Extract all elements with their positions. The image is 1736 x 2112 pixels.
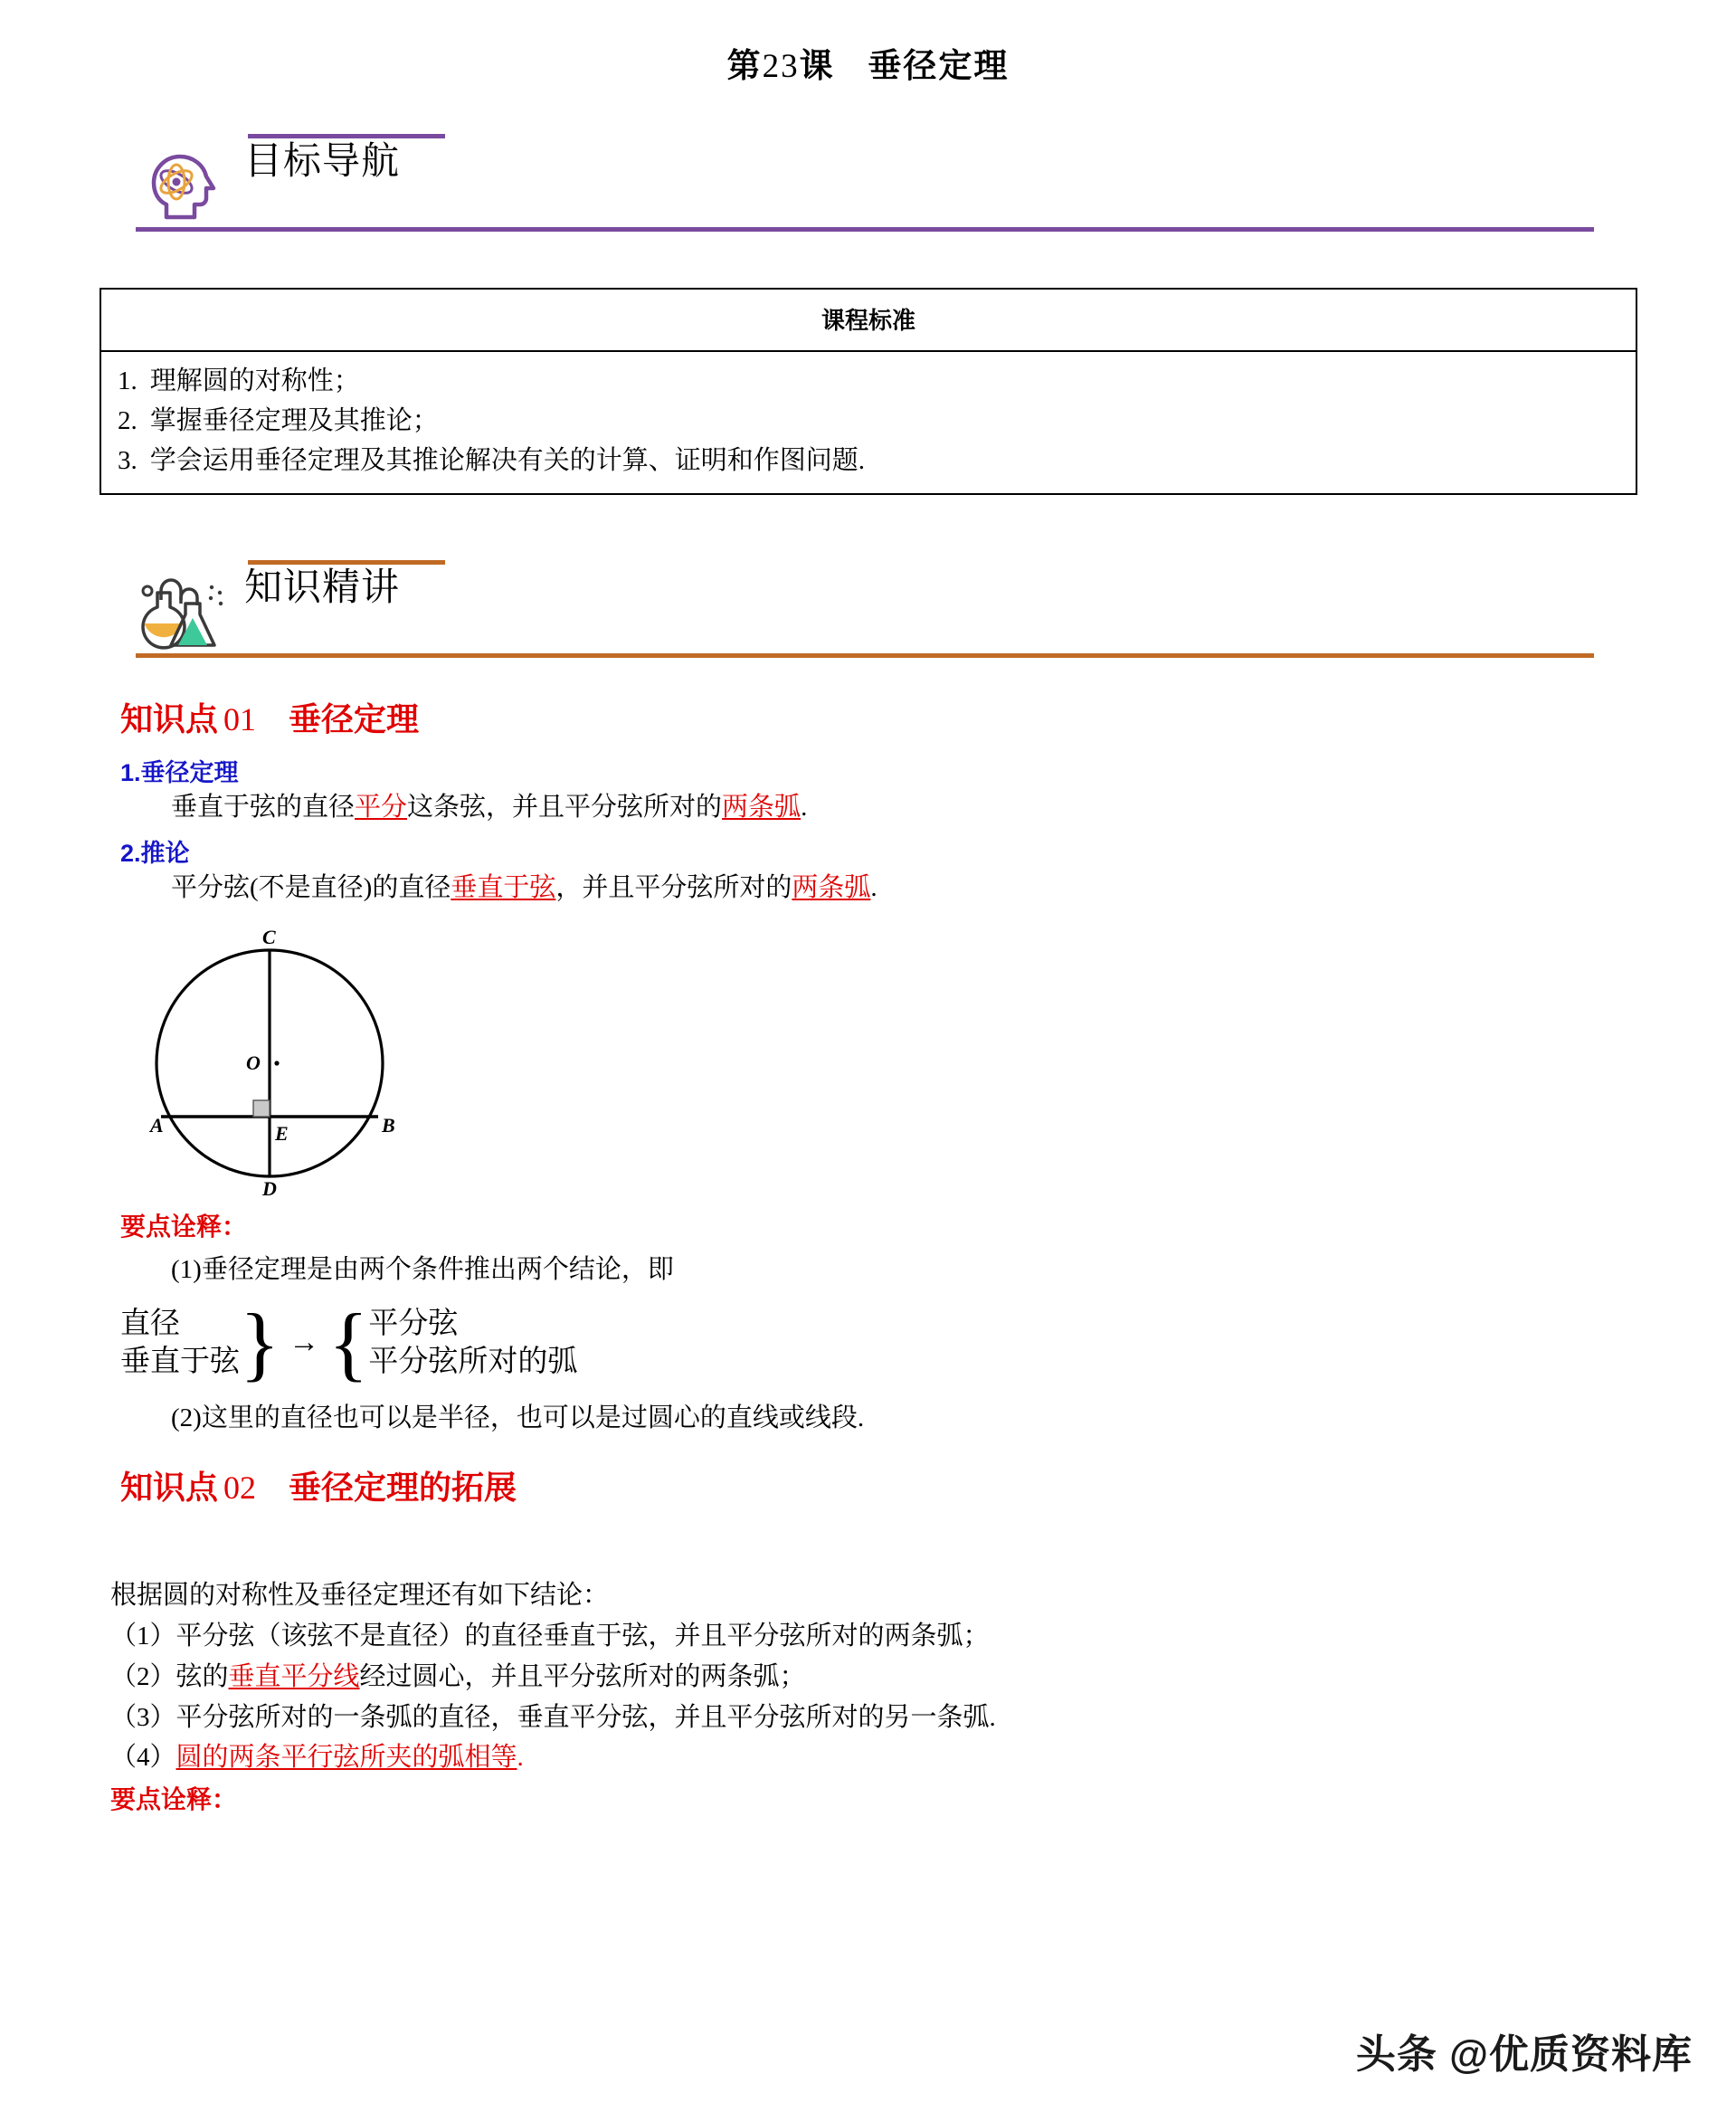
theorem-implication-formula: [120, 1296, 1736, 1389]
left-brace-icon: {: [328, 1296, 369, 1389]
kp01-label: 知识点: [120, 700, 219, 738]
standards-item-index: 1.: [118, 366, 138, 395]
figure-label-O: O: [246, 1051, 261, 1075]
kp01-sub2-heading: [120, 833, 1736, 869]
page-title-unit: 课: [799, 47, 835, 84]
figure-label-B: B: [382, 1114, 395, 1137]
kp01-sub1-title: 垂径定理: [140, 759, 239, 787]
standards-list-item: [101, 361, 1636, 401]
knowledge-point-01-heading: [120, 694, 1736, 740]
kp02-item-highlight: 圆的两条平行弦所夹的弧相等: [175, 1743, 517, 1773]
course-standards-body: [101, 352, 1636, 493]
theorem-a-part2: 这条弦，并且平分弦所对的: [407, 793, 723, 823]
kp02-list-item: [110, 1737, 1736, 1778]
objectives-banner-rule: [136, 227, 1594, 232]
kp02-notes-title: 要点诠释：: [110, 1785, 238, 1814]
flask-icon: [136, 567, 226, 651]
figure-label-E: E: [275, 1122, 289, 1146]
arrow-icon: →: [289, 1326, 320, 1360]
kp01-theorem-statement: [120, 788, 1736, 828]
knowledge-point-02-heading: [120, 1462, 1736, 1508]
course-standards-header: 课程标准: [101, 290, 1636, 352]
theorem-b-highlight1: 垂直于弦: [451, 872, 556, 902]
kp02-item-index: （1）: [110, 1621, 176, 1651]
theorem-a-part1: 垂直于弦的直径: [171, 793, 356, 823]
standards-item-index: 3.: [118, 446, 138, 476]
theorem-b-highlight2: 两条弧: [792, 872, 871, 902]
kp02-list-item: [110, 1616, 1736, 1657]
knowledge-banner-label: 知识精讲: [244, 566, 401, 609]
figure-label-A: A: [150, 1114, 164, 1137]
theorem-b-period: .: [870, 872, 877, 902]
page-title-number: 23: [762, 48, 800, 85]
knowledge-top-accent-line: [248, 560, 445, 565]
standards-item-text: 掌握垂径定理及其推论；: [149, 406, 439, 436]
objectives-top-accent-line: [248, 134, 445, 138]
theorem-b-part1: 平分弦(不是直径)的直径: [171, 872, 451, 902]
kp01-note-1: (1)垂径定理是由两个条件推出两个结论，即: [171, 1255, 674, 1285]
kp02-item-text-pre: 弦的: [175, 1661, 229, 1691]
kp01-sub2-title: 推论: [140, 839, 190, 867]
kp02-label: 知识点: [120, 1468, 219, 1506]
course-standards-table: [100, 288, 1637, 495]
circle-perpendicular-diameter-diagram: [136, 928, 407, 1199]
objectives-banner: [136, 134, 1594, 232]
formula-conclusion-1: 平分弦: [368, 1307, 459, 1340]
theorem-b-part2: ，并且平分弦所对的: [555, 872, 792, 902]
page-title-main: 垂径定理: [868, 47, 1010, 84]
kp01-sub1-index: 1.: [120, 759, 141, 787]
kp01-title: 垂径定理: [289, 700, 420, 738]
objectives-banner-label: 目标导航: [244, 139, 401, 182]
right-brace-icon: }: [240, 1296, 280, 1389]
kp02-item-text-post: .: [517, 1743, 524, 1773]
kp02-item-index: （4）: [110, 1743, 176, 1773]
kp01-note-2: (2)这里的直径也可以是半径，也可以是过圆心的直线或线段.: [171, 1403, 865, 1433]
page-title-prefix: 第: [726, 47, 763, 84]
kp02-item-highlight: 垂直平分线: [228, 1661, 360, 1691]
formula-conclusion-2: 平分弦所对的弧: [368, 1345, 578, 1378]
kp02-intro: 根据圆的对称性及垂径定理还有如下结论：: [110, 1580, 610, 1610]
knowledge-banner: [136, 560, 1594, 658]
kp02-item-text-post: 经过圆心，并且平分弦所对的两条弧；: [359, 1661, 806, 1691]
theorem-a-highlight2: 两条弧: [722, 793, 802, 823]
formula-condition-2: 垂直于弦: [120, 1345, 240, 1378]
standards-item-index: 2.: [118, 406, 138, 436]
kp02-item-index: （2）: [110, 1661, 176, 1691]
kp02-number: 02: [223, 1469, 257, 1506]
standards-list-item: [101, 401, 1636, 441]
standards-item-text: 学会运用垂径定理及其推论解决有关的计算、证明和作图问题.: [149, 446, 866, 476]
kp02-list-item: [110, 1698, 1736, 1738]
kp02-title: 垂径定理的拓展: [289, 1468, 517, 1506]
watermark: 头条 @优质资料库: [1355, 2032, 1693, 2077]
kp01-notes-title: 要点诠释：: [120, 1213, 248, 1242]
theorem-a-period: .: [801, 793, 808, 823]
formula-conclusions: [368, 1305, 577, 1381]
kp01-corollary-statement: [120, 869, 1736, 909]
kp02-list-item: [110, 1657, 1736, 1698]
kp02-item-text: 平分弦（该弦不是直径）的直径垂直于弦，并且平分弦所对的两条弧；: [175, 1621, 990, 1651]
figure-label-C: C: [262, 928, 276, 949]
kp02-item-index: （3）: [110, 1702, 176, 1732]
circle-figure: [136, 928, 1736, 1203]
kp01-sub2-index: 2.: [120, 839, 141, 867]
kp01-sub1-heading: [120, 753, 1736, 788]
knowledge-banner-rule: [136, 653, 1594, 658]
brain-head-icon: [136, 141, 226, 224]
kp01-number: 01: [223, 701, 257, 738]
formula-conditions: [120, 1305, 240, 1381]
standards-list-item: [101, 441, 1636, 480]
theorem-a-highlight1: 平分: [355, 793, 408, 823]
figure-label-D: D: [262, 1177, 277, 1200]
kp02-item-text: 平分弦所对的一条弧的直径，垂直平分弦，并且平分弦所对的另一条弧.: [175, 1702, 996, 1732]
formula-condition-1: 直径: [120, 1307, 180, 1340]
standards-item-text: 理解圆的对称性；: [149, 366, 360, 395]
page-title: [0, 0, 1736, 87]
